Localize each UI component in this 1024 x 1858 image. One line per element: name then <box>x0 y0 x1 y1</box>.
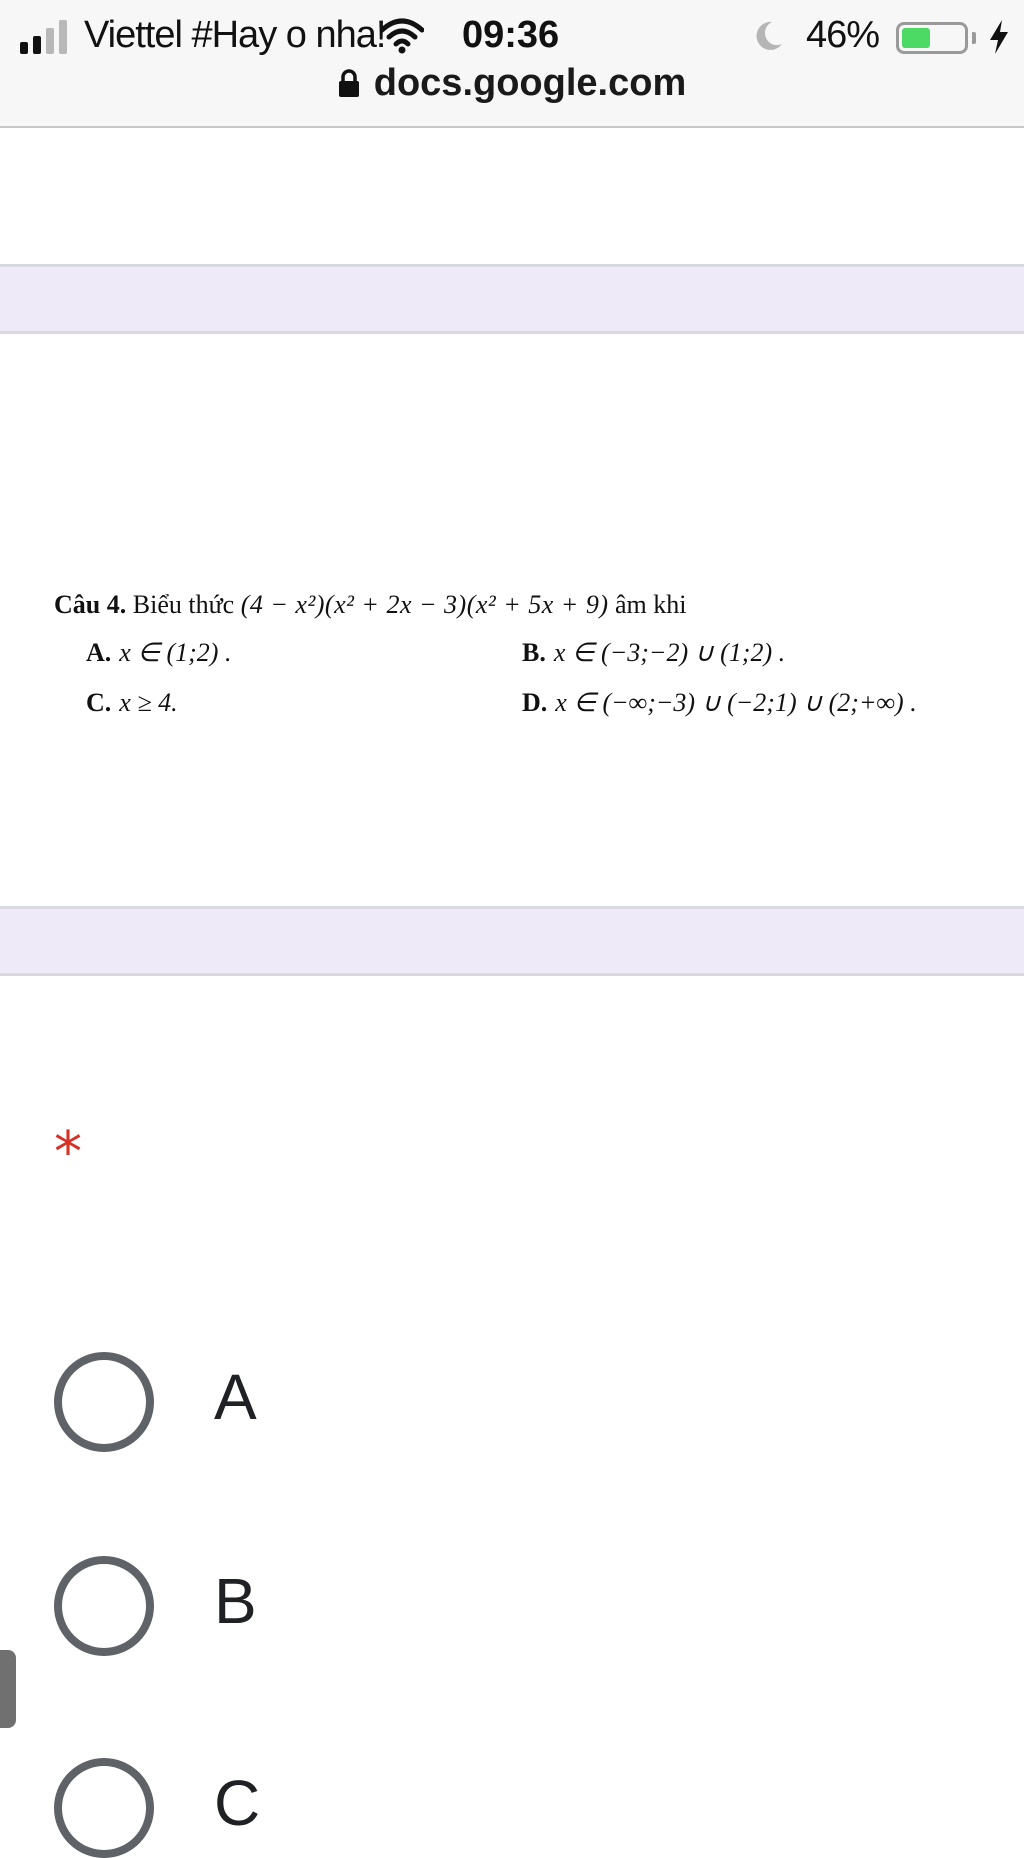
battery-nub <box>972 32 976 44</box>
battery-icon <box>896 22 968 54</box>
answer-choices <box>54 638 994 738</box>
choice-content: x ∈ (1;2) . <box>119 638 232 667</box>
radio-button[interactable] <box>54 1556 154 1656</box>
status-time: 09:36 <box>462 14 560 56</box>
browser-top-bar <box>0 0 1024 128</box>
choice-d <box>522 688 917 718</box>
radio-option-c[interactable] <box>54 1758 754 1858</box>
choice-letter: C. <box>86 688 112 717</box>
radio-option-label: A <box>214 1361 257 1433</box>
question-text-before: Biểu thức <box>132 590 235 619</box>
section-divider-band <box>0 906 1024 976</box>
choice-letter: A. <box>86 638 112 667</box>
radio-option-label: C <box>214 1767 261 1839</box>
signal-icon <box>20 20 67 54</box>
radio-button[interactable] <box>54 1758 154 1858</box>
radio-option-a[interactable] <box>54 1352 754 1452</box>
question-stem <box>54 590 994 628</box>
url-text: docs.google.com <box>373 62 687 104</box>
question-expression: (4 − x²)(x² + 2x − 3)(x² + 5x + 9) <box>240 590 609 619</box>
radio-button[interactable] <box>54 1352 154 1452</box>
scrollbar-thumb[interactable] <box>0 1650 16 1728</box>
choice-c <box>86 688 178 718</box>
section-divider-band <box>0 264 1024 334</box>
choice-content: x ≥ 4. <box>119 688 178 717</box>
question-image <box>54 590 994 738</box>
choice-letter: B. <box>522 638 546 667</box>
choice-content: x ∈ (−3;−2) ∪ (1;2) . <box>553 638 786 667</box>
carrier-name: Viettel #Hay o nha! <box>84 14 386 56</box>
choice-b <box>522 638 785 668</box>
lock-icon <box>338 69 360 97</box>
status-bar <box>0 8 1024 58</box>
battery-level-fill <box>902 28 930 48</box>
radio-option-label: B <box>214 1565 257 1637</box>
question-number: Câu 4. <box>54 590 127 619</box>
charging-bolt-icon <box>988 20 1010 54</box>
required-marker: * <box>54 1120 82 1185</box>
address-bar[interactable] <box>0 62 1024 112</box>
question-text-after: âm khi <box>614 590 687 619</box>
radio-option-b[interactable] <box>54 1556 754 1656</box>
moon-icon <box>752 20 784 52</box>
choice-content: x ∈ (−∞;−3) ∪ (−2;1) ∪ (2;+∞) . <box>555 688 917 717</box>
choice-a <box>86 638 231 668</box>
wifi-icon <box>380 18 424 54</box>
choice-letter: D. <box>522 688 548 717</box>
battery-percent: 46% <box>806 14 880 56</box>
